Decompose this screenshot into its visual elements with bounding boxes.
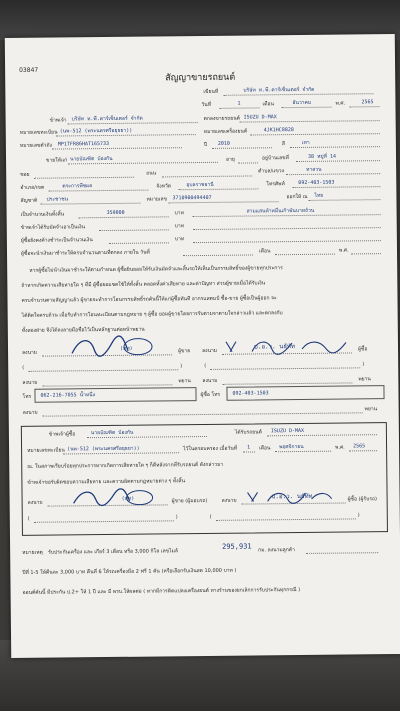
id-line	[168, 201, 278, 203]
balance-month-line	[275, 254, 335, 256]
receipt-condition-line: ณ. ในสภาพเรียบร้อยทุกประการหากเกิดการเสียหายใด ๆ ก็ดีหลังจากที่รับรถยนต์ ดังกล่าวมา	[27, 461, 224, 470]
receipt-buyer-signature-text: บ.อ.ว. นธัทัท	[271, 492, 313, 501]
phone-label: โทรศัพท์	[266, 181, 285, 188]
year-value: 2565	[361, 99, 374, 106]
deposit-words-line	[193, 227, 381, 230]
receipt-delivered-label: ไว้ในครอบครอง เมื่อวันที่	[183, 445, 238, 453]
year-line	[349, 106, 379, 107]
street-line	[34, 177, 134, 179]
color-value: เทา	[301, 139, 310, 146]
price-unit: บาท	[174, 210, 184, 217]
receipt-buyer-bracket-open: (	[209, 513, 212, 520]
buyer-label: ขายให้แก่	[46, 157, 68, 164]
year-label: พ.ศ.	[335, 100, 346, 107]
buyer-name: นายบัณฑิต บ้องกัน	[70, 155, 113, 163]
written-at-value: บริษัท ท.พี.คาร์เซ็นเตอร์ จำกัด	[243, 86, 315, 94]
document-number: 03847	[19, 66, 39, 74]
buyer-bracket-line	[210, 367, 360, 370]
witness3-role: พยาน	[364, 406, 378, 413]
terms-line-1: หากผู้ซื้อไม่นำเงินมาชำระให้ตามกำหนด ผู้ซื้อยินยอมให้รับเงินมัดจำและสิ้นรถให้เห็นเป็นกรรมสิทธิ์ของผู้ขายทุกประการ	[29, 265, 283, 274]
deposit-unit: บาท	[174, 223, 185, 230]
deposit-line	[99, 229, 169, 231]
plate-label: หมายเลขทะเบียน	[19, 129, 58, 136]
color-line	[290, 146, 380, 148]
receipt-buyer-label: ข้าพเจ้าผู้ซื้อ	[48, 431, 76, 438]
id-label: หมายเลข	[146, 196, 168, 203]
buyer-sign-label: ลงนาม	[202, 347, 218, 355]
buyer-line	[68, 162, 218, 165]
buyer-bracket-close: )	[362, 361, 365, 368]
deposit-label: ข้าพเจ้าได้รับมัดจำเอาเป็นเงิน	[20, 224, 86, 231]
receipt-day-value: 1	[247, 444, 251, 451]
seller-line	[68, 122, 198, 124]
receipt-month-label: เดือน	[259, 445, 271, 452]
day-line	[220, 107, 260, 108]
month-label: เดือน	[262, 101, 274, 108]
engine-value: 4JK1HC8828	[263, 127, 294, 134]
chassis-value: MP1TFR86HAT165733	[57, 140, 110, 148]
witness1-sign-line	[42, 384, 172, 386]
brand-line	[240, 120, 380, 122]
subdistrict-label: ตำบล/แขวง	[258, 168, 285, 175]
color-label: สี	[281, 141, 285, 148]
footer-warranty-line: ปีที่ 1-5 ให้คืนละ 3,000 บาท คืนที่ 6 ให้รถเครื่องมือ 2 ฟรี 1 คัน (หรือเลือกรับเงินสด 10,000 บาท )	[22, 567, 237, 576]
district-label: อำเภอ/เขต	[20, 184, 45, 191]
seller-bracket-line	[28, 369, 178, 372]
balance-month-label: เดือน	[258, 248, 271, 255]
price-line	[79, 216, 169, 218]
seller-role: ผู้ขาย	[178, 348, 191, 355]
brand-value: ISUZU D-MAX	[243, 114, 277, 121]
buyer-signature-text: บ.อ.ว. นธัทัท	[253, 343, 295, 351]
province-value: อุบลราชธานี	[186, 181, 214, 189]
age-line	[238, 162, 258, 163]
witness2-role: พยาน	[358, 376, 371, 383]
issued-value: ไทย	[314, 192, 324, 199]
receipt-seller-signature-text: (ทท)	[121, 495, 135, 502]
outstanding-line	[109, 242, 169, 244]
witness2-sign-line	[222, 382, 352, 384]
month-line	[282, 107, 332, 109]
price-words-line	[193, 214, 381, 217]
receipt-plate-value: (นพ-512 (พระนครศรีอยุธยา))	[67, 445, 140, 453]
witness3-sign-label: ลงนาม	[22, 409, 38, 416]
road-label: ถนน	[146, 170, 157, 177]
plate-value: (นพ-512 (พระนครศรีอยุธยา))	[59, 127, 133, 135]
model-year-value: 2010	[217, 140, 230, 147]
receipt-car-value: ISUZU D-MAX	[270, 427, 305, 435]
address-line	[296, 160, 380, 162]
balance-label: ผู้ซื้อจะนำเงินมาชำระให้ครบจำนวนตามที่ตกลง ภายใน วันที่	[20, 249, 150, 257]
receipt-year-label: พ.ศ.	[335, 444, 345, 451]
receipt-seller-signature-scribble	[69, 486, 159, 509]
province-line	[178, 188, 258, 190]
price-value: 359000	[106, 209, 125, 217]
seller-label: ข้าพเจ้า	[49, 117, 67, 124]
seller-phone-label: โทร	[22, 393, 32, 400]
terms-line-4: ได้ติดใจครบถ้วน เมื่อรับทำการโอนทะเบียนตามกฎหมาย ๆ ผู้ซื้อ ยอมผู้ขายโดยการรับตามจาตามใจกล่าวแล้ว และตกลงกับ	[21, 310, 283, 319]
nationality-value: ประชาชน	[46, 196, 69, 203]
balance-day-line	[183, 254, 253, 256]
balance-year-line	[351, 253, 381, 254]
outstanding-words-line	[193, 240, 381, 243]
note-label: หมายเหตุ	[22, 549, 43, 556]
phone-line	[292, 186, 380, 188]
chassis-label: หมายเลขตัวถัง	[19, 142, 52, 149]
receipt-car-label: ได้รับรถยนต์	[234, 429, 262, 436]
brand-label: ตกลงขายรถยนต์	[203, 115, 240, 122]
receipt-seller-role: ผู้ขาย (ผู้มอบรถ)	[171, 497, 208, 505]
note-tail: กม. ลงนามลูกค้า	[258, 547, 295, 554]
seller-sign-label: ลงนาม	[22, 349, 38, 356]
seller-bracket-open: (	[22, 364, 25, 371]
outstanding-unit: บาท	[174, 236, 185, 243]
buyer-role: ผู้ซื้อ	[358, 346, 368, 353]
subdistrict-value: ทาสวน	[306, 166, 322, 173]
day-label: วันที่	[201, 101, 212, 109]
written-at-line	[223, 93, 373, 96]
issued-label: ออกให้ ณ	[286, 193, 308, 201]
witness3-sign-line	[43, 412, 363, 416]
receipt-buyer-bracket-close: )	[357, 512, 360, 519]
customer-sign-line	[306, 552, 378, 554]
district-value: ตระการพืชผล	[62, 183, 93, 190]
province-label: จังหวัด	[156, 183, 172, 190]
receipt-buyer-role: ผู้ซื้อ (ผู้รับรถ)	[347, 496, 377, 503]
outstanding-label: ผู้ซื้อยังคงค้างชำระเป็นจำนวนเงิน	[20, 237, 93, 244]
chassis-line	[52, 147, 182, 149]
written-at-label: เขียนที่	[203, 88, 219, 95]
seller-value: บริษัท ท.พี.คาร์เซ็นเตอร์ จำกัด	[71, 115, 143, 123]
price-words: สามแสนห้าหมื่นเก้าพันบาทถ้วน	[246, 207, 315, 215]
engine-label: หมายเลขเครื่องยนต์	[203, 128, 248, 135]
id-value: 3710900494407	[172, 194, 212, 202]
receipt-day-line	[243, 451, 255, 452]
phone-value: 092-403-1503	[298, 179, 335, 186]
seller-bracket-close: )	[180, 363, 183, 370]
mileage-value: 295,931	[222, 542, 252, 551]
seller-signature-scribble	[68, 334, 158, 359]
receipt-buyer-name: นายบัณฑิต บ้องกัน	[90, 429, 134, 437]
district-line	[48, 190, 148, 192]
seller-phone-value: 062-216-7055 น้ำหนึ่ง	[40, 392, 96, 399]
month-value: ธันวาคม	[292, 99, 312, 107]
receipt-seller-sign-label: ลงนาม	[27, 499, 43, 506]
model-year-line	[212, 147, 272, 149]
subdistrict-line	[286, 173, 380, 175]
price-label: เป็นจำนวนเงินทั้งสิ้น	[20, 211, 65, 218]
issued-line	[308, 199, 380, 201]
street-label: ซอย	[20, 171, 30, 178]
note-text: รับประกันเครื่อง และ เกียร์ 3 เดือน หรือ 3,000 กิโล เลขไมล์	[48, 548, 178, 556]
footer-insurance-line: ออนต์คันนี้ มีประกัน ป.2+ ให้ 1 ปี และ มี พรบ.ให้ผลต่อ ( หากมีการติดแปลงเครื่องยนต์ ทางร้านของยกเลิกการรับประกันทุกกรณี )	[22, 586, 301, 596]
age-label: อายุ	[226, 156, 235, 163]
nationality-label: สัญชาติ	[20, 197, 38, 204]
terms-line-2: ถ้าหากเกิดความเสียหายใด ๆ ที่มี ผู้ซื้อยอมชดใช้ให้ทั้งสิ้น ตลอดทั้งค่าเสียหาย และค่าปัญหา ส่วนผู้ขายเมื่อได้รับเงิน	[21, 280, 266, 289]
receipt-buyer-sign-label: ลงนาม	[221, 497, 237, 504]
address-label: อยู่บ้านเลขที่	[262, 155, 289, 162]
day-value: 1	[237, 100, 241, 107]
witness1-sign-label: ลงนาม	[22, 379, 38, 386]
document-title: สัญญาขายรถยนต์	[165, 72, 236, 84]
road-line	[162, 175, 252, 177]
receipt-month-value: พฤศจิกายน	[279, 443, 304, 451]
buyer-bracket-open: (	[204, 362, 207, 369]
witness2-sign-label: ลงนาม	[202, 377, 218, 385]
model-year-label: ปี	[203, 141, 208, 148]
terms-line-3: ครบจำนวนตามสัญญาแล้ว ผู้ขายจะทำการโอนกรรมสิทธิ์รถคันนี้ให้แก่ผู้ซื้อทันที อากรแสตมป์ ซื้อ-ขาย ผู้ซื้อเป็นผู้ออก จะ	[21, 295, 277, 304]
receipt-seller-bracket-close: )	[175, 514, 178, 521]
seller-signature-text: (ทท)	[119, 345, 133, 352]
receipt-year-value: 2565	[353, 443, 366, 450]
buyer-phone-value: 092-403-1503	[232, 390, 269, 397]
house-no-value: 38 หมู่ที่ 14	[307, 153, 337, 160]
plate-line	[56, 134, 196, 136]
receipt-liability-line: ข้าพเจ้าขอรับผิดชอบความเสียหาย และความผิดตามกฎหมายต่าง ๆ ทั้งสิ้น	[27, 478, 186, 486]
witness1-role: พยาน	[178, 378, 191, 385]
receipt-seller-bracket-open: (	[27, 515, 30, 522]
balance-year-label: พ.ศ.	[338, 247, 349, 254]
contract-paper	[5, 34, 400, 658]
buyer-phone-label: ผู้ซื้อ โทร	[200, 391, 221, 399]
terms-line-5: ทั้งสองฝ่าย จึงได้ลงลายมือชื่อไว้เป็นหลักฐานต่อหน้าพยาน	[21, 326, 145, 334]
engine-line	[250, 133, 380, 135]
receipt-plate-label: หมายเลขทะเบียน	[27, 447, 65, 454]
nationality-line	[41, 203, 141, 205]
